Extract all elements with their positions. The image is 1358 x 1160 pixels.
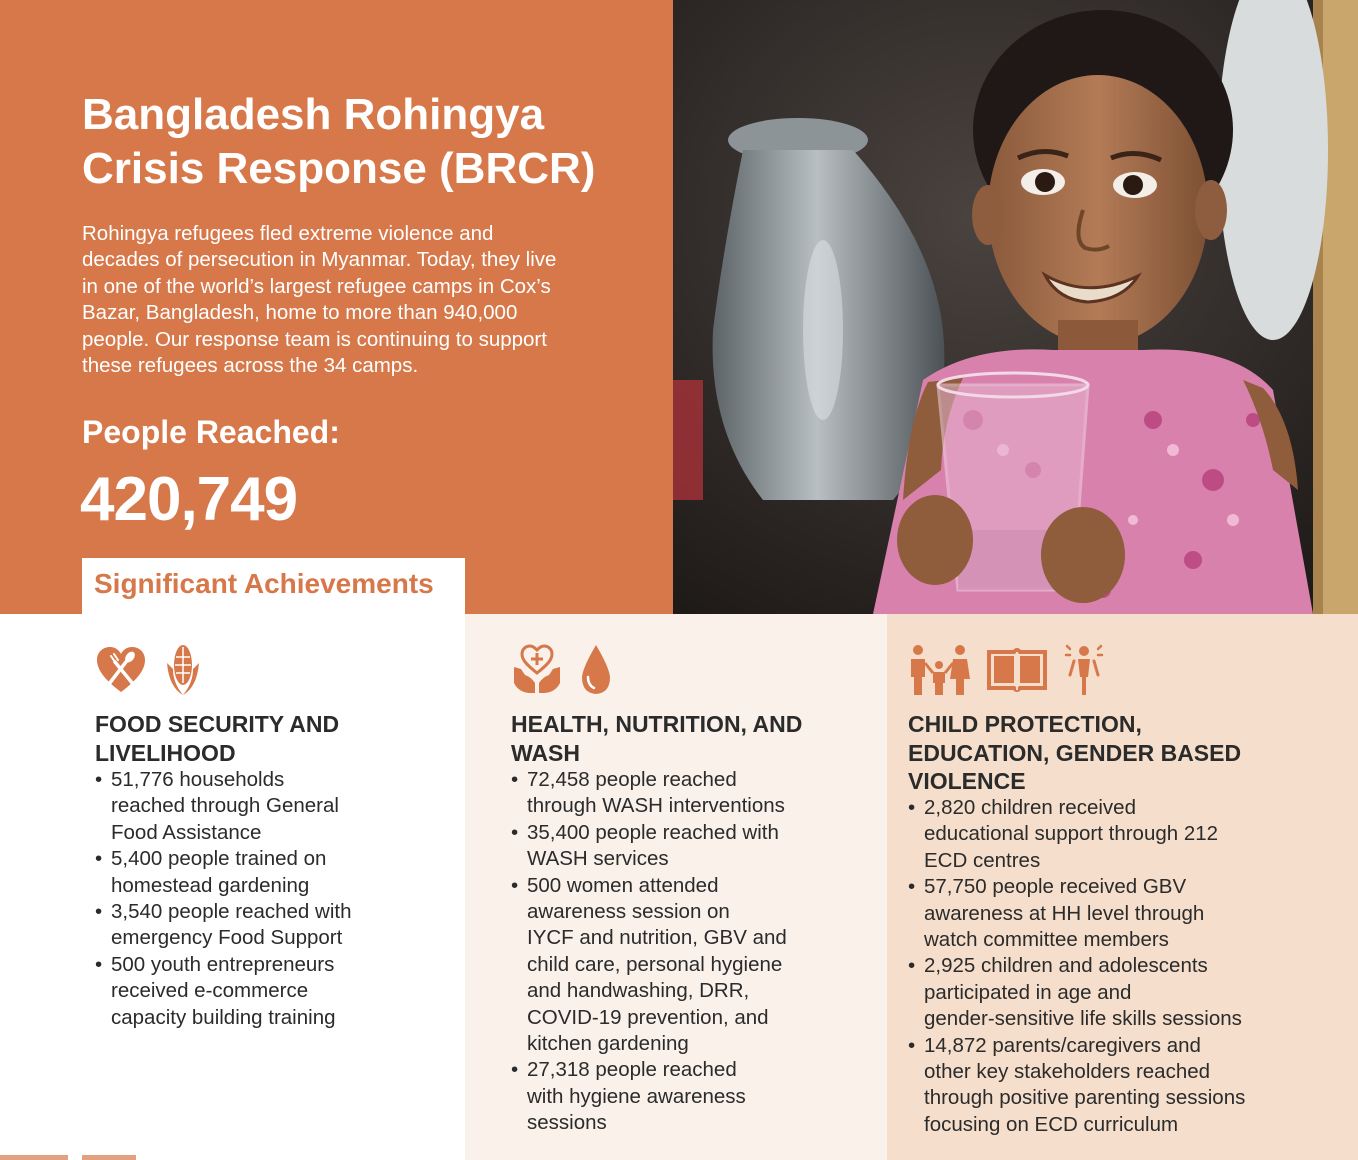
list-item-line: IYCF and nutrition, GBV and: [527, 926, 787, 950]
column-title: [908, 710, 1241, 796]
page-title: [82, 88, 662, 196]
list-item-line: awareness at HH level through: [924, 901, 1205, 925]
list-item: [95, 899, 352, 952]
column-icons: [95, 642, 203, 698]
achievement-list: [908, 795, 1245, 1138]
column-title-line: LIVELIHOOD: [95, 739, 236, 766]
intro-line: these refugees across the 34 camps.: [82, 354, 419, 378]
list-item-line: awareness session on: [527, 900, 730, 924]
list-item-line: Food Assistance: [111, 820, 262, 844]
list-item-line: educational support through 212: [924, 822, 1219, 846]
people-reached-value: 420,749: [80, 465, 298, 534]
list-item-line: sessions: [527, 1111, 607, 1135]
list-item-line: • 500 youth entrepreneurs: [111, 952, 335, 976]
column-title-line: FOOD SECURITY AND: [95, 711, 340, 737]
list-item-line: with hygiene awareness: [527, 1084, 746, 1108]
list-item-line: received e-commerce: [111, 979, 309, 1003]
list-item-line: capacity building training: [111, 1005, 336, 1029]
health-nutrition-column: [465, 614, 887, 1160]
list-item-line: reached through General: [111, 794, 339, 818]
list-item-line: • 5,400 people trained on: [111, 847, 327, 871]
column-title: [511, 710, 802, 767]
intro-paragraph: [82, 221, 602, 379]
list-item: [95, 767, 352, 846]
child-protection-column: [887, 614, 1358, 1160]
list-item-line: COVID-19 prevention, and: [527, 1005, 769, 1029]
column-title-line: VIOLENCE: [908, 768, 1026, 794]
heart-utensils-icon: [95, 644, 147, 696]
list-item-line: • 2,925 children and adolescents: [924, 954, 1208, 978]
hero-panel: [0, 0, 673, 614]
list-item-line: • 2,820 children received: [924, 796, 1136, 819]
list-item-line: • 51,776 households: [111, 768, 285, 791]
list-item-line: • 27,318 people reached: [527, 1058, 737, 1082]
column-icons: [511, 642, 613, 698]
list-item-line: focusing on ECD curriculum: [924, 1112, 1179, 1136]
column-title-line: HEALTH, NUTRITION, AND: [511, 711, 803, 737]
intro-line: Bazar, Bangladesh, home to more than 940,000: [82, 301, 518, 325]
list-item-line: • 72,458 people reached: [527, 768, 737, 791]
list-item: [95, 952, 352, 1031]
intro-line: decades of persecution in Myanmar. Today, they live: [82, 248, 557, 272]
family-icon: [908, 643, 970, 697]
list-item-line: gender-sensitive life skills sessions: [924, 1007, 1242, 1031]
list-item-line: • 3,540 people reached with: [111, 900, 352, 924]
column-icons: [908, 642, 1104, 698]
decorative-bar: [82, 1155, 136, 1160]
column-title: [95, 710, 339, 767]
column-title-line: CHILD PROTECTION,: [908, 711, 1142, 737]
list-item: [95, 846, 352, 899]
list-item-line: watch committee members: [924, 928, 1169, 952]
intro-line: people. Our response team is continuing to support: [82, 327, 547, 351]
list-item-line: • 35,400 people reached with: [527, 820, 779, 844]
achievements-tab: [82, 558, 465, 614]
column-title-line: EDUCATION, GENDER BASED: [908, 739, 1242, 766]
list-item: [511, 1057, 787, 1136]
list-item-line: participated in age and: [924, 980, 1132, 1004]
list-item-line: emergency Food Support: [111, 926, 343, 950]
water-drop-icon: [579, 643, 613, 697]
achievements-heading: Significant Achievements: [94, 568, 434, 599]
child-photo-illustration: [673, 0, 1358, 614]
open-book-icon: [986, 646, 1048, 694]
column-title-line: WASH: [511, 739, 580, 766]
food-security-column: [0, 614, 465, 1160]
list-item: [511, 820, 787, 873]
hero-photo: [673, 0, 1358, 614]
title-line: Bangladesh Rohingya: [82, 90, 545, 139]
list-item-line: • 500 women attended: [527, 873, 719, 897]
achievement-list: [95, 767, 352, 1031]
achievement-list: [511, 767, 787, 1137]
list-item: [908, 953, 1245, 1032]
decorative-bar: [0, 1155, 68, 1160]
list-item-line: and handwashing, DRR,: [527, 979, 750, 1003]
list-item-line: • 14,872 parents/caregivers and: [924, 1033, 1201, 1057]
list-item: [511, 767, 787, 820]
list-item: [908, 795, 1245, 874]
list-item: [908, 874, 1245, 953]
intro-line: in one of the world’s largest refugee camps in Cox’s: [82, 274, 551, 298]
list-item-line: other key stakeholders reached: [924, 1060, 1211, 1084]
list-item: [511, 873, 787, 1058]
gender-icon: [1064, 643, 1104, 697]
list-item-line: through positive parenting sessions: [924, 1086, 1246, 1110]
list-item-line: homestead gardening: [111, 873, 310, 897]
list-item-line: kitchen gardening: [527, 1032, 689, 1056]
list-item-line: • 57,750 people received GBV: [924, 875, 1187, 899]
list-item-line: through WASH interventions: [527, 794, 785, 818]
list-item-line: child care, personal hygiene: [527, 952, 783, 976]
list-item: [908, 1033, 1245, 1139]
intro-line: Rohingya refugees fled extreme violence and: [82, 222, 494, 245]
list-item-line: WASH services: [527, 847, 669, 871]
people-reached-label: People Reached:: [82, 414, 340, 450]
hands-heart-icon: [511, 643, 563, 697]
corn-icon: [163, 643, 203, 697]
title-line: Crisis Response (BRCR): [82, 144, 596, 193]
list-item-line: ECD centres: [924, 848, 1041, 872]
